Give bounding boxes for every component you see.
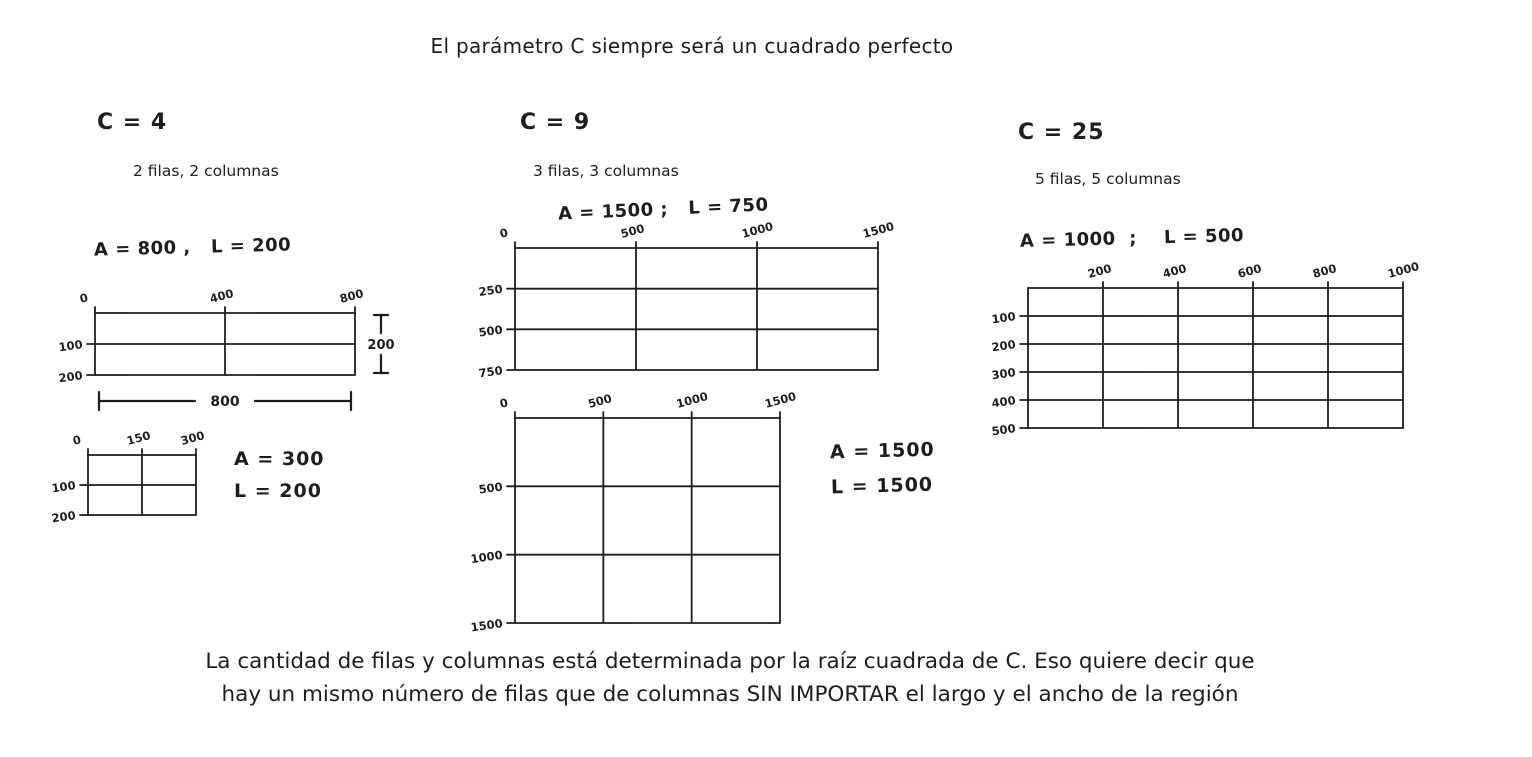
svg-text:500: 500 bbox=[990, 421, 1017, 439]
svg-text:100: 100 bbox=[990, 309, 1017, 327]
c9-area-length-label: A = 1500 ; L = 750 bbox=[557, 194, 769, 225]
svg-text:750: 750 bbox=[477, 363, 504, 381]
svg-text:500: 500 bbox=[619, 221, 646, 241]
c9-value-label: C = 9 bbox=[520, 110, 591, 135]
grid-c9-square bbox=[460, 389, 800, 638]
c4-rows-cols-note: 2 filas, 2 columnas bbox=[133, 162, 279, 180]
svg-text:200: 200 bbox=[50, 508, 77, 526]
svg-text:300: 300 bbox=[179, 428, 206, 448]
svg-text:500: 500 bbox=[477, 479, 504, 497]
c25-area-length-label: A = 1000 ; L = 500 bbox=[1019, 225, 1245, 252]
c9-rows-cols-note: 3 filas, 3 columnas bbox=[533, 162, 679, 180]
svg-text:400: 400 bbox=[208, 286, 235, 306]
svg-text:1500: 1500 bbox=[861, 219, 896, 241]
svg-text:500: 500 bbox=[586, 391, 614, 411]
svg-text:1500: 1500 bbox=[469, 616, 504, 635]
c4-value-label: C = 4 bbox=[97, 110, 168, 135]
c25-value-label: C = 25 bbox=[1018, 120, 1105, 145]
svg-text:800: 800 bbox=[338, 286, 365, 306]
grid-c4-main bbox=[40, 288, 415, 428]
c4-aside-length-label: L = 200 bbox=[234, 480, 322, 502]
svg-text:400: 400 bbox=[990, 393, 1017, 411]
svg-text:1500: 1500 bbox=[763, 389, 798, 411]
grid-c25 bbox=[973, 259, 1428, 443]
svg-text:200: 200 bbox=[1086, 261, 1113, 281]
footer-note-line1: La cantidad de filas y columnas está determinada por la raíz cuadrada de C. Eso quiere decir que bbox=[205, 649, 1255, 674]
svg-text:0: 0 bbox=[78, 290, 90, 306]
svg-text:500: 500 bbox=[477, 322, 504, 340]
footer-note bbox=[0, 645, 1460, 711]
grid-c9-wide bbox=[460, 219, 896, 385]
svg-text:250: 250 bbox=[477, 281, 504, 299]
svg-text:0: 0 bbox=[71, 432, 83, 448]
c9-aside-length-label: L = 1500 bbox=[830, 473, 934, 499]
c25-rows-cols-note: 5 filas, 5 columnas bbox=[1035, 170, 1181, 188]
svg-text:1000: 1000 bbox=[674, 389, 710, 411]
svg-text:800: 800 bbox=[1311, 261, 1338, 281]
svg-text:150: 150 bbox=[125, 428, 152, 448]
svg-text:0: 0 bbox=[498, 395, 510, 411]
footer-note-line2: hay un mismo número de filas que de columnas SIN IMPORTAR el largo y el ancho de la región bbox=[221, 682, 1239, 707]
svg-text:200: 200 bbox=[367, 338, 395, 353]
grid-c4-small bbox=[33, 430, 213, 530]
svg-text:300: 300 bbox=[990, 365, 1017, 383]
svg-text:100: 100 bbox=[57, 337, 84, 355]
svg-text:600: 600 bbox=[1236, 261, 1263, 281]
svg-text:400: 400 bbox=[1161, 261, 1188, 281]
svg-text:0: 0 bbox=[498, 225, 510, 241]
svg-text:1000: 1000 bbox=[469, 547, 504, 567]
c4-area-length-label: A = 800 , L = 200 bbox=[93, 234, 292, 261]
svg-text:1000: 1000 bbox=[1386, 259, 1421, 281]
svg-text:200: 200 bbox=[990, 337, 1017, 355]
svg-text:1000: 1000 bbox=[740, 219, 775, 241]
svg-text:800: 800 bbox=[210, 394, 240, 410]
svg-text:200: 200 bbox=[57, 368, 84, 386]
c4-aside-area-label: A = 300 bbox=[234, 448, 325, 470]
c9-aside-area-label: A = 1500 bbox=[829, 438, 936, 464]
svg-text:100: 100 bbox=[50, 478, 77, 496]
diagram-title: El parámetro C siempre será un cuadrado perfecto bbox=[430, 34, 954, 58]
